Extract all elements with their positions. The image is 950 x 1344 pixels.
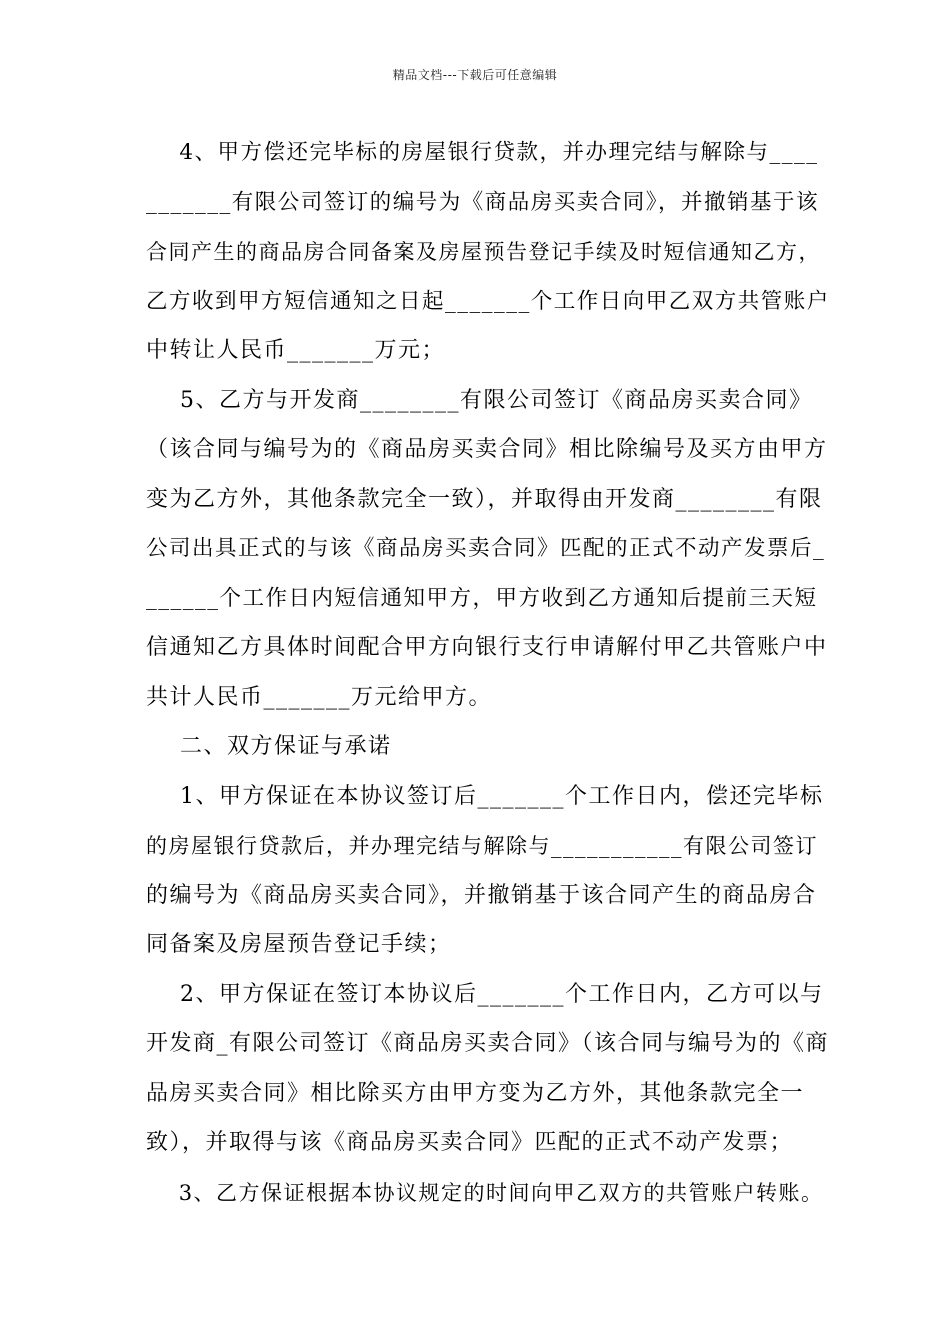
page-header: 精品文档---下载后可任意编辑 bbox=[392, 68, 558, 82]
text-line: 3、乙方保证根据本协议规定的时间向甲乙双方的共管账户转账。 bbox=[146, 1181, 824, 1205]
text-line: 乙方收到甲方短信通知之日起_______个工作日向甲乙双方共管账户 bbox=[146, 289, 830, 314]
text-line: ______个工作日内短信通知甲方，甲方收到乙方通知后提前三天短 bbox=[146, 586, 818, 611]
text-line: 公司出具正式的与该《商品房买卖合同》匹配的正式不动产发票后_ bbox=[146, 536, 826, 561]
text-line: 信通知乙方具体时间配合甲方向银行支行申请解付甲乙共管账户中 bbox=[146, 635, 828, 660]
text-line: 2、甲方保证在签订本协议后_______个工作日内，乙方可以与 bbox=[146, 982, 824, 1007]
text-line: 合同产生的商品房合同备案及房屋预告登记手续及时短信通知乙方， bbox=[146, 240, 821, 264]
text-line: 同备案及房屋预告登记手续； bbox=[146, 932, 452, 957]
section-heading: 二、双方保证与承诺 bbox=[146, 734, 392, 759]
text-line: 4、甲方偿还完毕标的房屋银行贷款，并办理完结与解除与____ bbox=[146, 140, 819, 165]
text-line: 变为乙方外，其他条款完全一致），并取得由开发商________有限 bbox=[146, 487, 823, 512]
text-line: （该合同与编号为的《商品房买卖合同》相比除编号及买方由甲方 bbox=[146, 437, 828, 462]
text-line: 的编号为《商品房买卖合同》，并撤销基于该合同产生的商品房合 bbox=[146, 883, 817, 908]
text-line: 的房屋银行贷款后，并办理完结与解除与___________有限公司签订 bbox=[146, 834, 818, 858]
text-line: 中转让人民币_______万元； bbox=[146, 338, 446, 363]
text-line: 开发商_有限公司签订《商品房买卖合同》（该合同与编号为的《商 bbox=[146, 1031, 830, 1056]
text-line: 致），并取得与该《商品房买卖合同》匹配的正式不动产发票； bbox=[146, 1130, 794, 1155]
text-line: 5、乙方与开发商________有限公司签订《商品房买卖合同》 bbox=[146, 388, 813, 413]
text-line: 共计人民币_______万元给甲方。 bbox=[146, 685, 493, 710]
text-line: 1、甲方保证在本协议签订后_______个工作日内，偿还完毕标 bbox=[146, 784, 824, 809]
text-line: _______有限公司签订的编号为《商品房买卖合同》，并撤销基于该 bbox=[146, 190, 820, 215]
text-line: 品房买卖合同》相比除买方由甲方变为乙方外，其他条款完全一 bbox=[146, 1081, 805, 1106]
